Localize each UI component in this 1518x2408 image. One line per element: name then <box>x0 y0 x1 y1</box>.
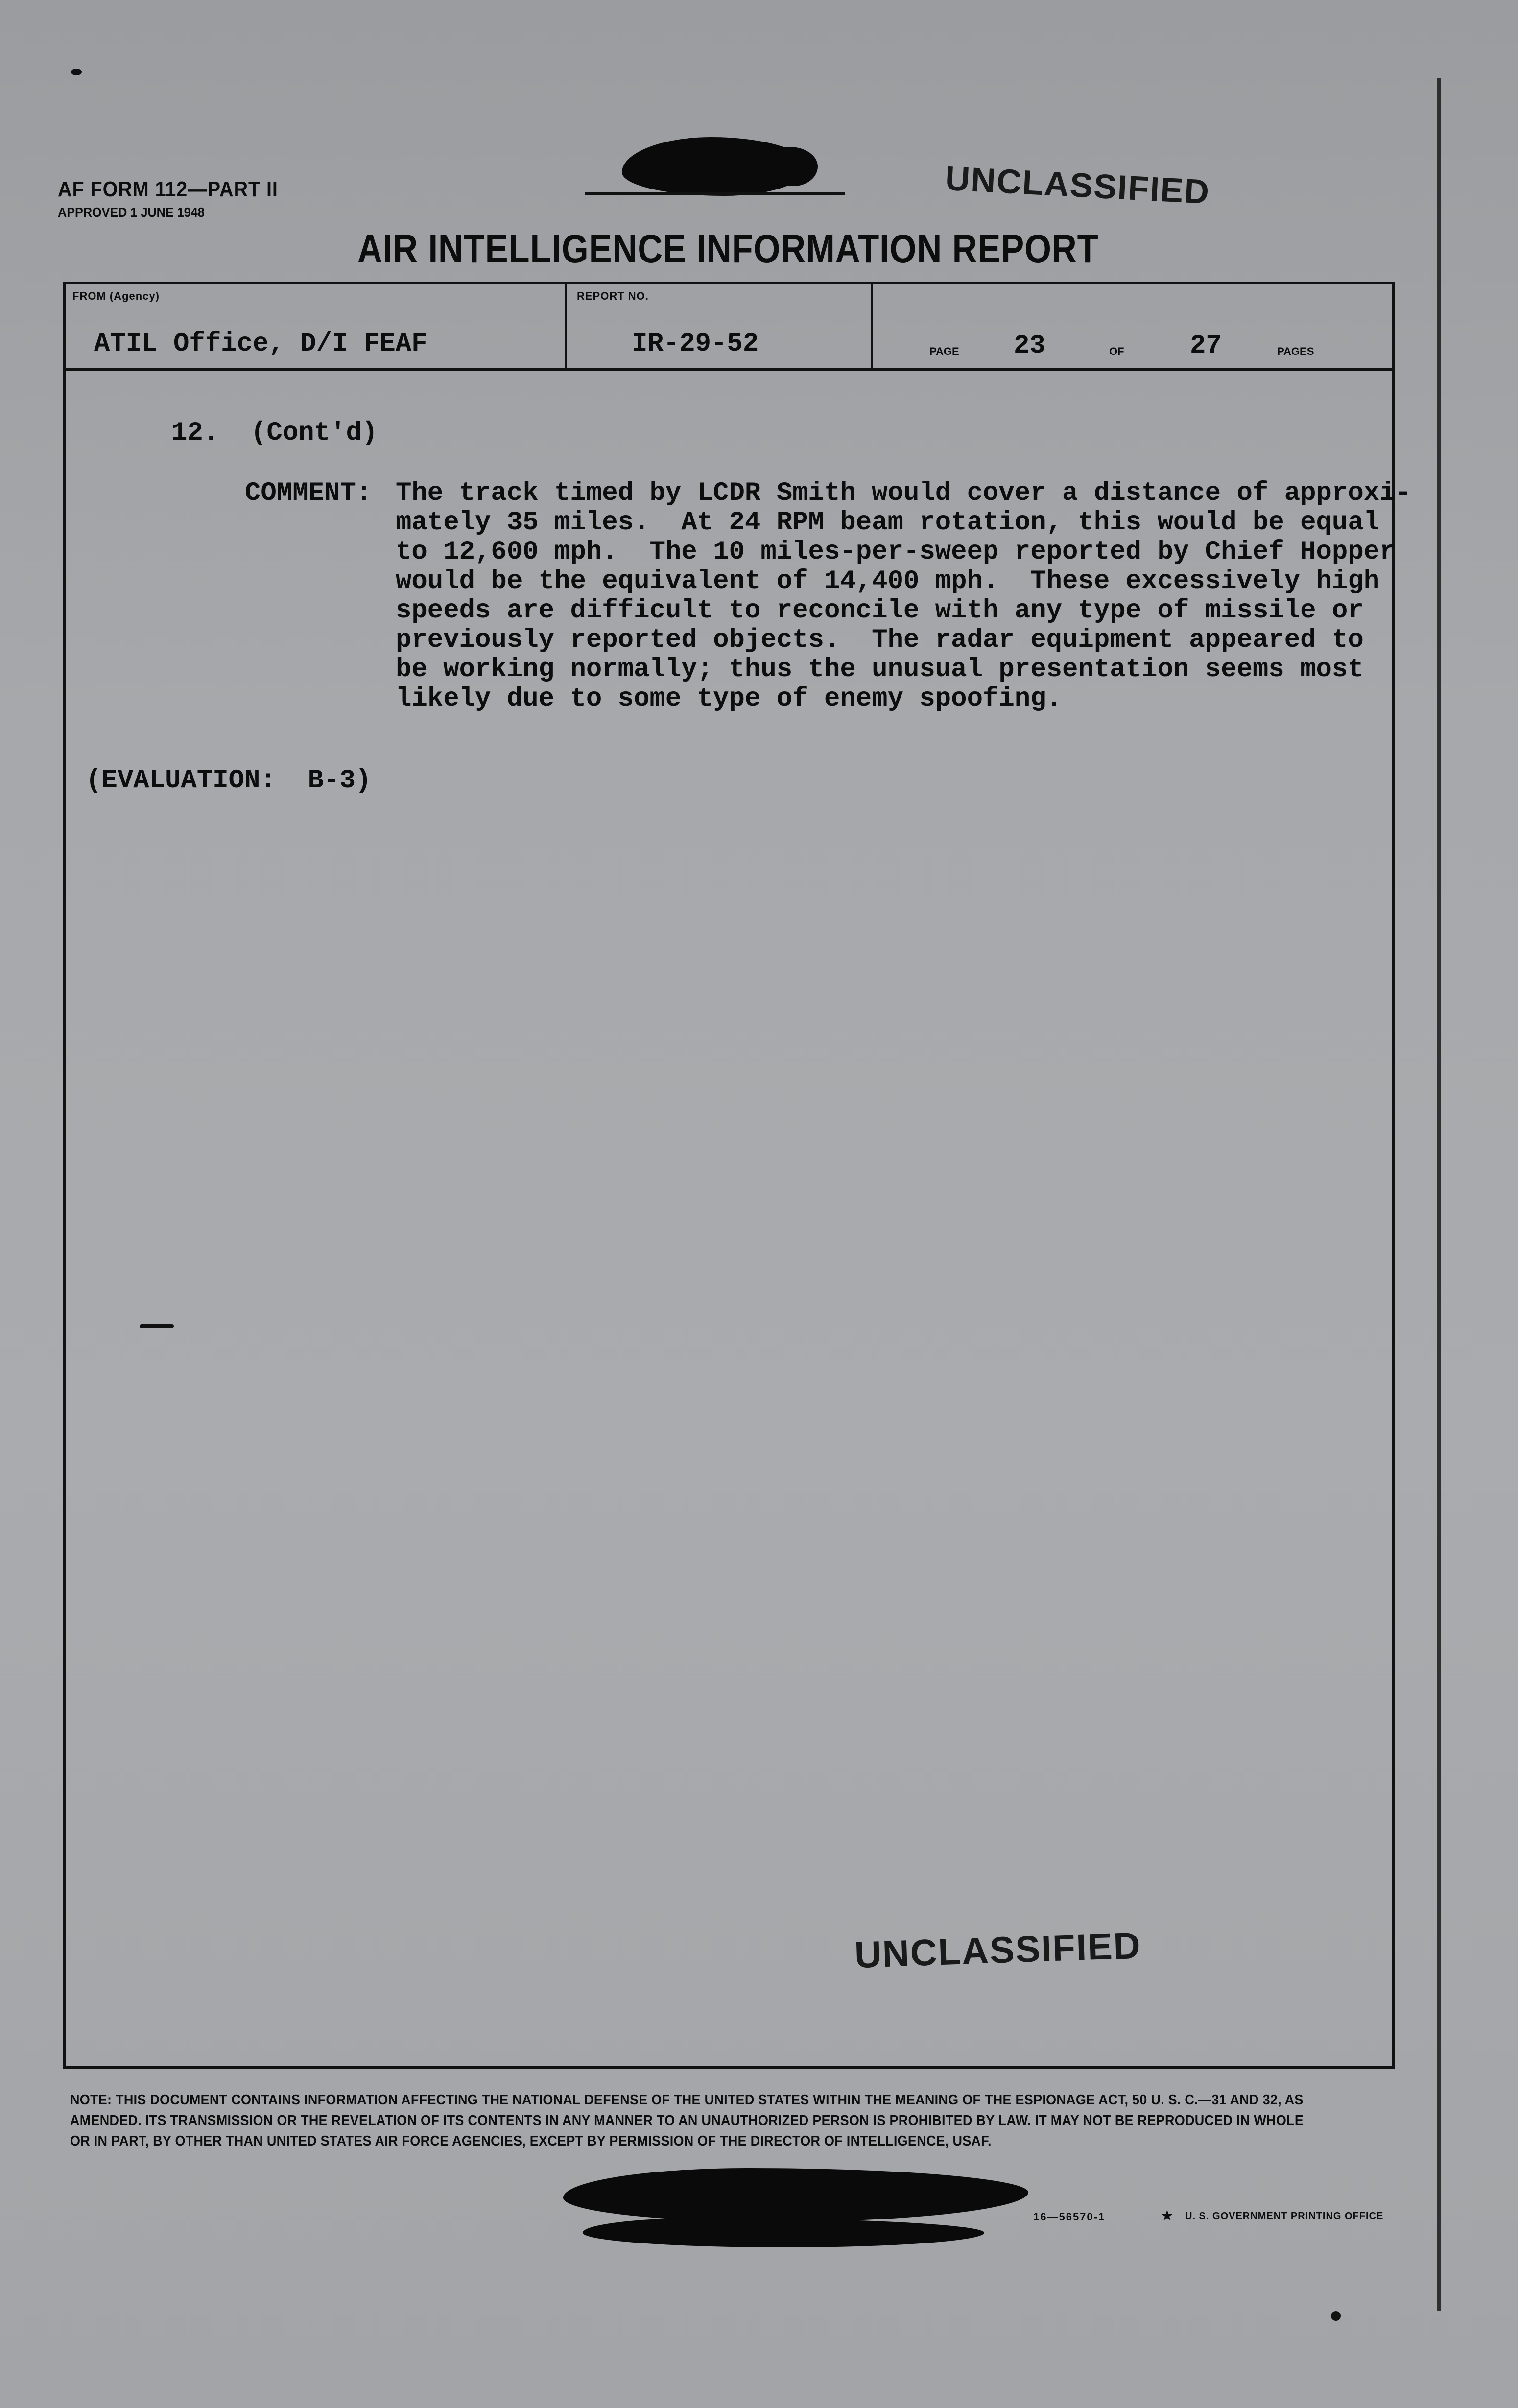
comment-line: be working normally; thus the unusual presentation seems most <box>396 655 1364 685</box>
page-label: PAGE <box>929 345 959 357</box>
pages-label: PAGES <box>1277 345 1314 357</box>
of-label: OF <box>1109 345 1124 357</box>
evaluation-rating: (EVALUATION: B-3) <box>86 766 372 796</box>
comment-line: speeds are difficult to reconcile with any type of missile or <box>396 596 1364 626</box>
stray-mark <box>71 69 82 75</box>
approval-date: APPROVED 1 JUNE 1948 <box>58 205 205 220</box>
comment-label: COMMENT: <box>245 478 372 508</box>
report-title: AIR INTELLIGENCE INFORMATION REPORT <box>357 227 1099 271</box>
espionage-act-notice: NOTE: THIS DOCUMENT CONTAINS INFORMATION AFFECTING THE NATIONAL DEFENSE OF THE UNITED STATES WITHIN THE MEANING OF THE ESPIONAGE ACT, 50 U. S. C.—31 AND 32, AS AMENDED. ITS TRANSMISSION OR THE REVELATION OF ITS CONTENTS IN ANY MANNER TO AN UNAUTHORIZED PERSON IS PROHIBITED BY LAW. IT MAY NOT BE REPRODUCED IN WHOLE OR IN PART, BY OTHER THAN UNITED STATES AIR FORCE AGENCIES, EXCEPT BY PERMISSION OF THE DIRECTOR OF INTELLIGENCE, USAF. <box>70 2092 1304 2149</box>
report-no-label: REPORT NO. <box>577 290 649 302</box>
stray-mark <box>140 1324 174 1328</box>
stray-mark <box>1331 2311 1341 2321</box>
comment-line: mately 35 miles. At 24 RPM beam rotation, this would be equal <box>396 508 1380 538</box>
form-identifier: AF FORM 112—PART II <box>58 177 278 201</box>
page-number: 23 <box>1014 331 1045 361</box>
redaction-top-tail <box>764 147 818 186</box>
report-no-value: IR-29-52 <box>632 329 759 359</box>
classification-stamp-bottom: UNCLASSIFIED <box>854 1924 1142 1977</box>
comment-line: to 12,600 mph. The 10 miles-per-sweep reported by Chief Hopper <box>396 537 1396 567</box>
comment-line: would be the equivalent of 14,400 mph. These excessively high <box>396 567 1380 596</box>
form-stock-number: 16—56570-1 <box>1033 2211 1106 2223</box>
redaction-bottom-strip <box>583 2218 984 2247</box>
header-row-divider <box>63 368 1395 371</box>
redaction-bottom <box>563 2168 1028 2222</box>
from-value: ATIL Office, D/I FEAF <box>94 329 427 359</box>
header-column-divider-2 <box>871 282 873 370</box>
comment-line: likely due to some type of enemy spoofing. <box>396 684 1063 714</box>
comment-line: previously reported objects. The radar equipment appeared to <box>396 625 1364 655</box>
section-heading: 12. (Cont'd) <box>171 418 378 448</box>
classification-rule <box>585 192 845 195</box>
comment-line: The track timed by LCDR Smith would cover a distance of approxi- <box>396 478 1411 508</box>
from-label: FROM (Agency) <box>72 290 160 302</box>
page-edge-shadow <box>1437 78 1441 2311</box>
header-column-divider-1 <box>565 282 567 370</box>
printer-credit: U. S. GOVERNMENT PRINTING OFFICE <box>1185 2211 1384 2221</box>
star-icon: ★ <box>1161 2208 1174 2224</box>
classification-stamp-top: UNCLASSIFIED <box>944 159 1211 212</box>
total-pages: 27 <box>1190 331 1222 361</box>
